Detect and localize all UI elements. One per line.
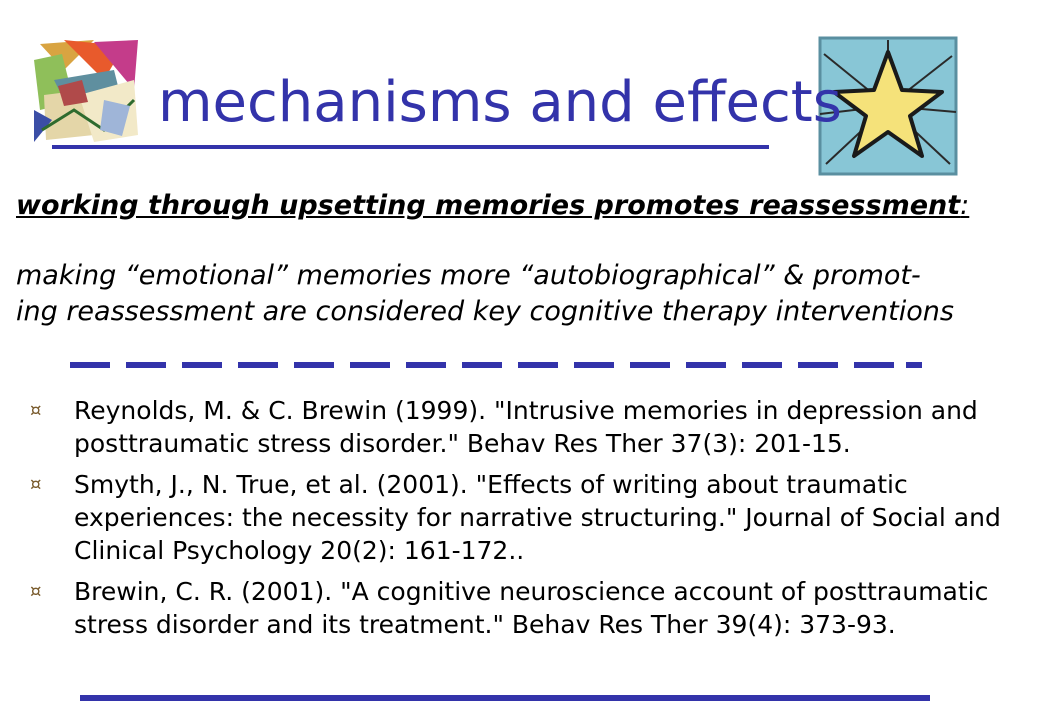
bullet-icon: ¤ [30,581,42,602]
reference-item [30,394,1020,460]
reference-item [30,575,1020,641]
bottom-rule [80,695,930,701]
reference-text: Brewin, C. R. (2001). "A cognitive neuroscience account of posttraumatic stress disorder and its treatment." Behav Res Ther 39(4): 373-93. [74,577,989,639]
reference-list [30,394,1020,649]
bullet-icon: ¤ [30,474,42,495]
heading-text: working through upsetting memories promotes reassessment [16,190,961,221]
heading-colon: : [960,190,970,221]
title-underline [52,145,769,149]
slide-title: mechanisms and effects [158,70,842,135]
dashed-divider [70,360,922,370]
abstract-clipart-icon [34,40,138,142]
reference-text: Reynolds, M. & C. Brewin (1999). "Intrusive memories in depression and posttraumatic stress disorder." Behav Res Ther 37(3): 201-15. [74,396,978,458]
reference-text: Smyth, J., N. True, et al. (2001). "Effects of writing about traumatic experiences: the necessity for narrative structuring." Journal of Social and Clinical Psychology 20(2): 161-172.. [74,470,1001,565]
bullet-icon: ¤ [30,400,42,421]
body-line-2: ing reassessment are considered key cognitive therapy interventions [16,296,954,327]
reference-item [30,468,1020,567]
slide-heading [16,188,969,224]
body-line-1: making “emotional” memories more “autobiographical” & promot- [16,260,921,291]
